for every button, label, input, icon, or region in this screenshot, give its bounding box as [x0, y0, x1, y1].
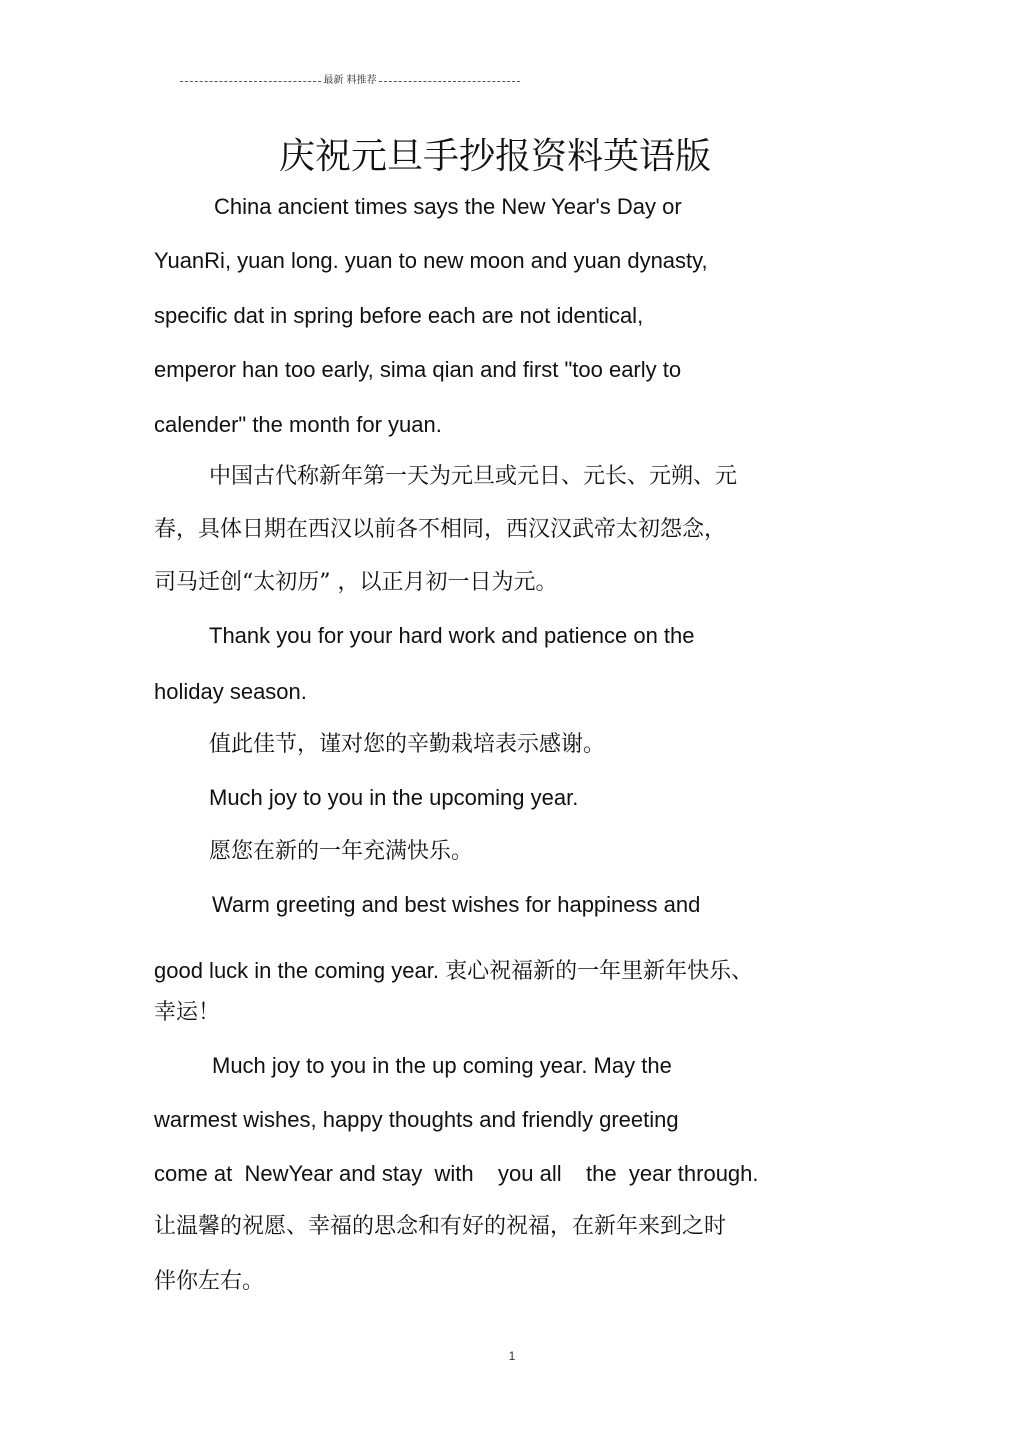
document-title: 庆祝元旦手抄报资料英语版 — [278, 136, 711, 177]
paragraph-line: China ancient times says the New Year's Day or — [214, 194, 682, 219]
paragraph-line-zh-part: 衷心祝福新的一年里新年快乐、 — [445, 959, 754, 984]
header-dash-right — [379, 81, 520, 82]
paragraph-line: Much joy to you in the up coming year. May the — [212, 1053, 672, 1078]
paragraph-line: come at NewYear and stay with you all the year through. — [154, 1161, 759, 1186]
paragraph-line: 伴你左右。 — [154, 1269, 265, 1294]
paragraph-line: 中国古代称新年第一天为元旦或元日、元长、元朔、元 — [209, 464, 738, 489]
header-text: 最新 料推荐 — [323, 75, 377, 86]
paragraph-line: Much joy to you in the upcoming year. — [209, 785, 579, 810]
paragraph-line: Warm greeting and best wishes for happiness and — [212, 892, 701, 917]
paragraph-line: warmest wishes, happy thoughts and friendly greeting — [154, 1107, 679, 1132]
paragraph-line: 愿您在新的一年充满快乐。 — [209, 839, 474, 864]
paragraph-line-mixed — [154, 956, 753, 987]
paragraph-line: 幸运！ — [154, 1000, 221, 1025]
paragraph-line: Thank you for your hard work and patience on the — [209, 623, 695, 648]
page-header — [180, 74, 520, 88]
page-number: 1 — [508, 1349, 516, 1363]
paragraph-line: YuanRi, yuan long. yuan to new moon and yuan dynasty, — [154, 248, 708, 273]
paragraph-line: holiday season. — [154, 679, 307, 704]
paragraph-line-en-part: good luck in the coming year. — [154, 958, 446, 983]
paragraph-line: specific dat in spring before each are not identical, — [154, 303, 644, 328]
paragraph-line: 让温馨的祝愿、幸福的思念和有好的祝福，在新年来到之时 — [154, 1214, 727, 1239]
header-dash-left — [180, 81, 321, 82]
paragraph-line: 值此佳节，谨对您的辛勤栽培表示感谢。 — [209, 732, 606, 757]
paragraph-line: calender" the month for yuan. — [154, 412, 442, 437]
paragraph-line: emperor han too early, sima qian and first "too early to — [154, 357, 682, 382]
paragraph-line: 司马迁创“太初历” ，以正月初一日为元。 — [154, 570, 558, 595]
paragraph-line: 春，具体日期在西汉以前各不相同，西汉汉武帝太初怨念， — [154, 517, 727, 542]
